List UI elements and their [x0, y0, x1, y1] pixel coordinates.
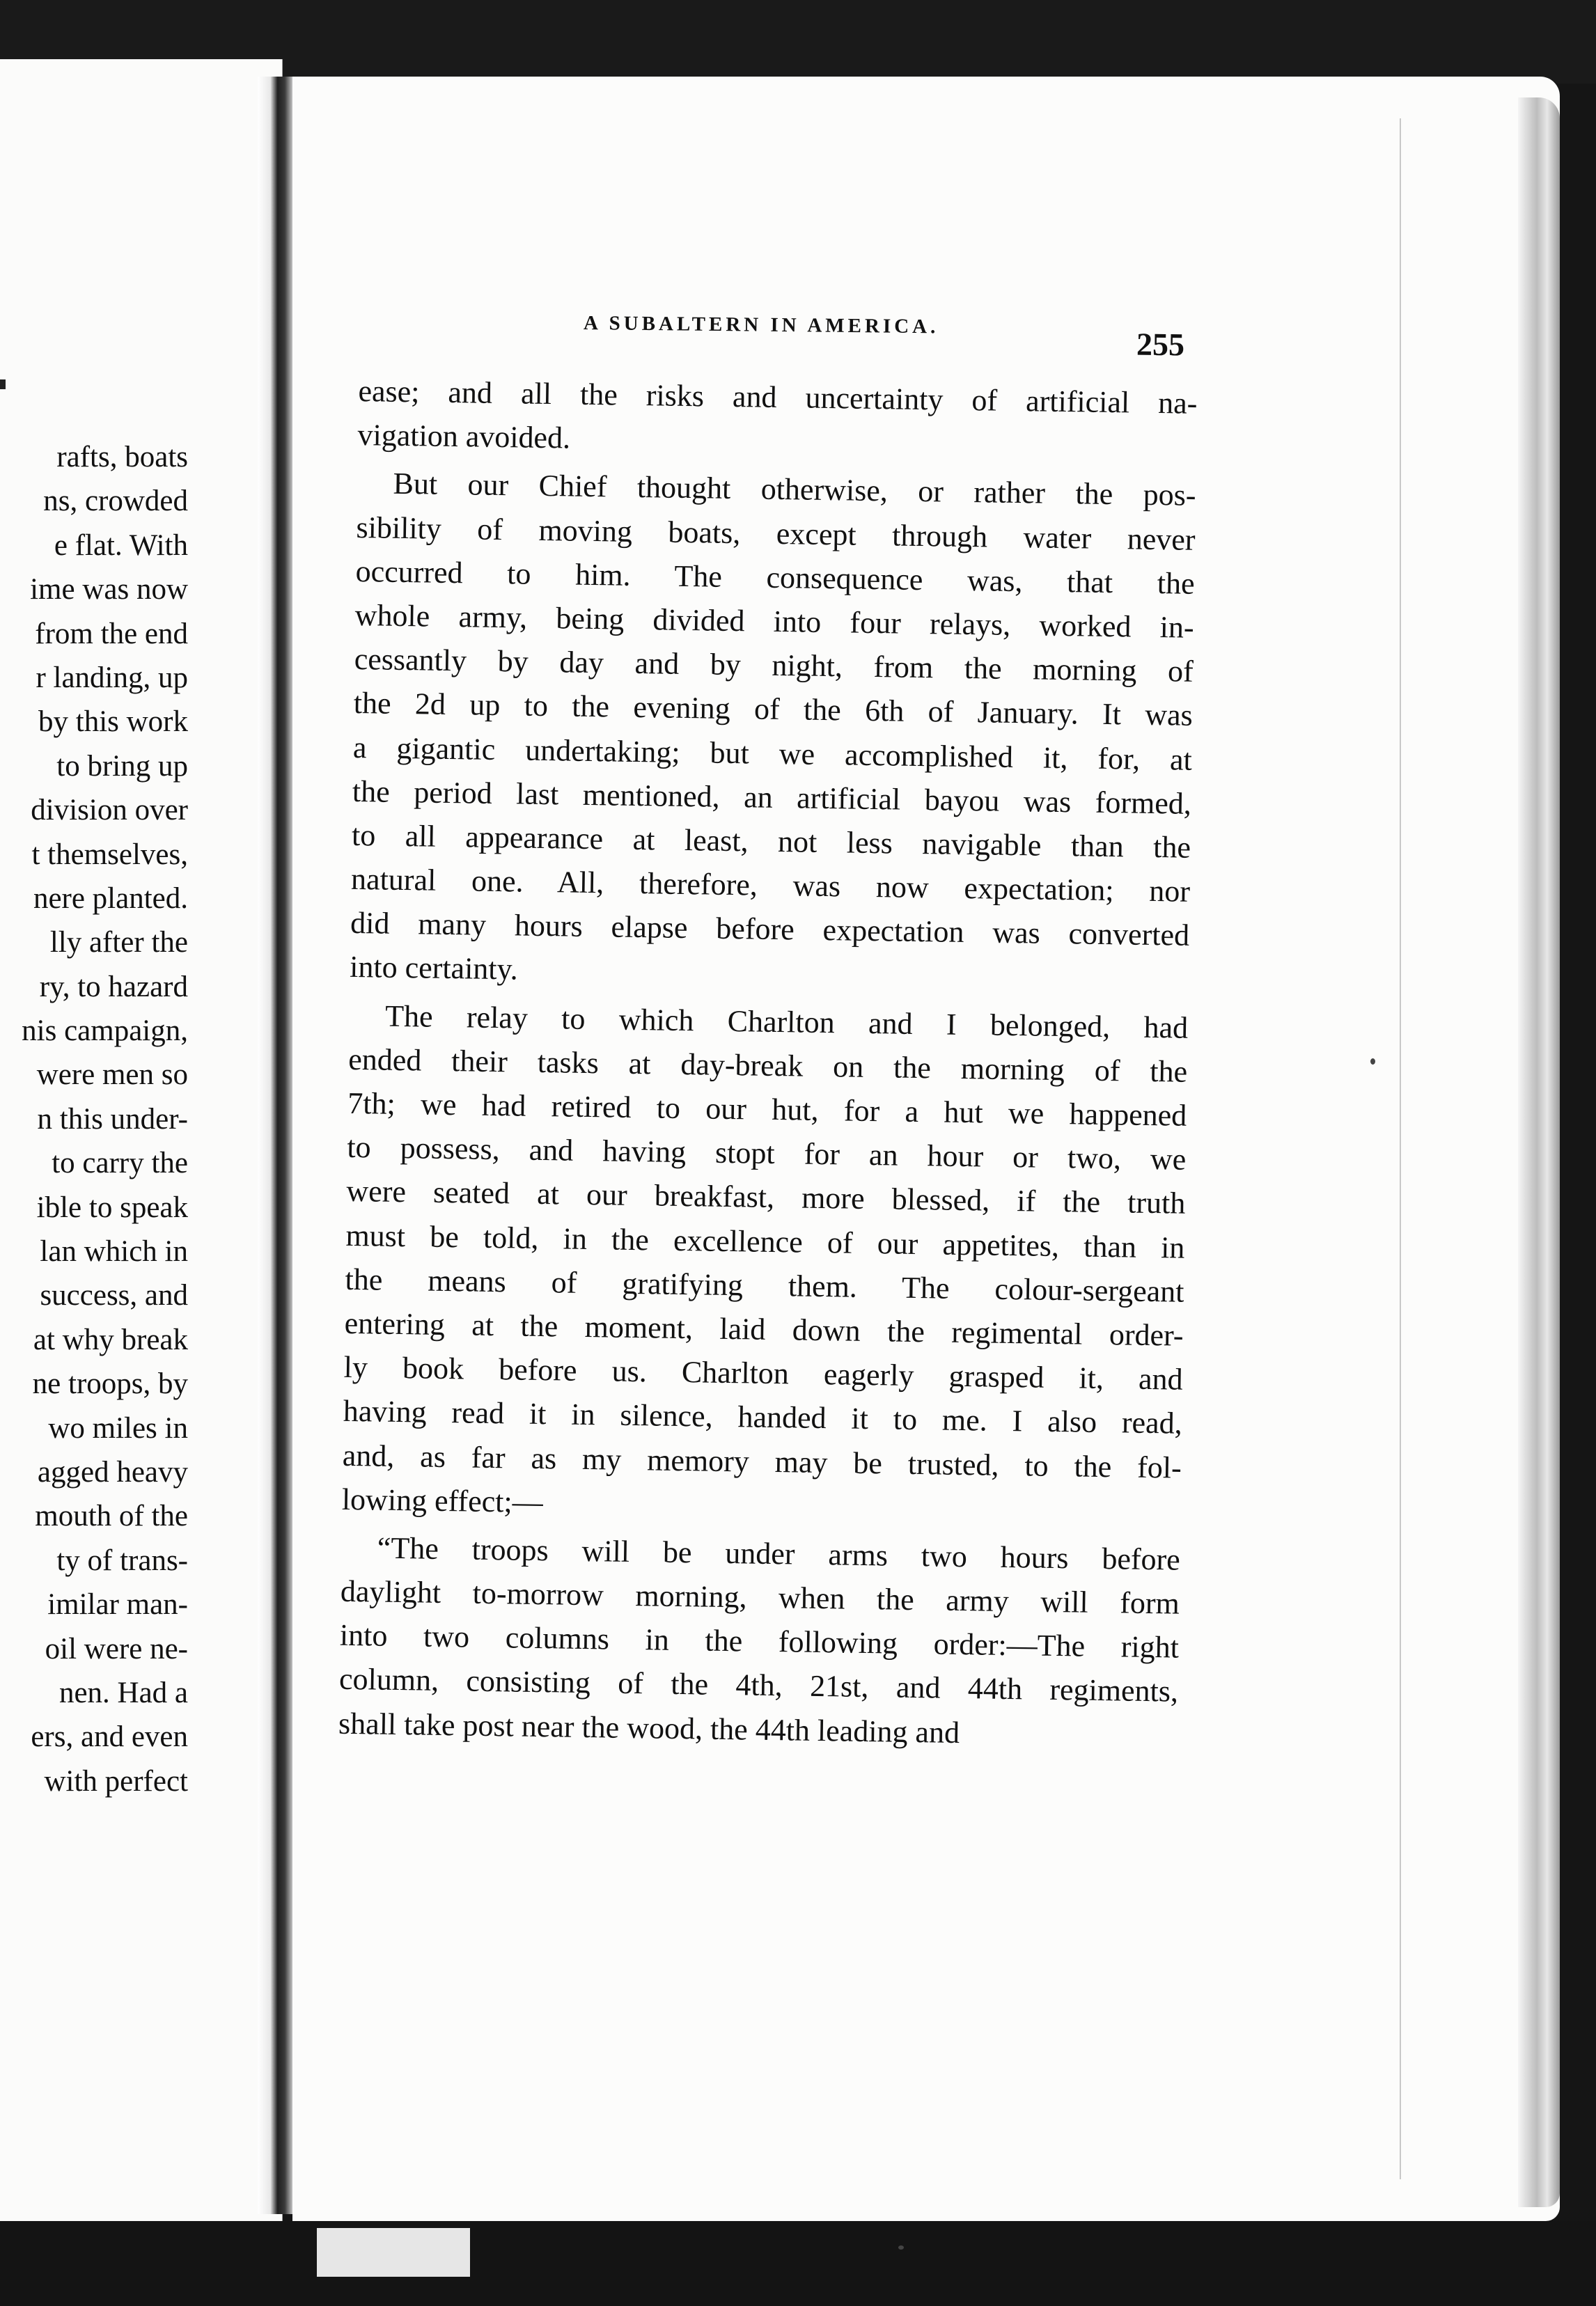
text-line: ease; and all the risks and uncertainty of artificial na- — [358, 373, 1198, 421]
text-line: and, as far as my memory may be trusted, to the fol- — [342, 1438, 1182, 1485]
text-line: ended their tasks at day-break on the morning of the — [347, 1042, 1188, 1089]
facing-page-line: ime was now — [30, 573, 188, 606]
facing-page-line: to bring up — [56, 749, 188, 783]
facing-page-line: r landing, up — [36, 661, 188, 694]
facing-page-line: ns, crowded — [43, 485, 188, 518]
text-line: ly book before us. Charlton eagerly grasped it, and — [343, 1349, 1183, 1397]
facing-page-line: nen. Had a — [58, 1676, 188, 1709]
facing-page-line: division over — [31, 794, 188, 827]
facing-page-line: lan which in — [40, 1235, 188, 1269]
facing-page-line: nere planted. — [33, 881, 188, 915]
text-line: a gigantic undertaking; but we accomplished it, for, at — [352, 730, 1193, 777]
facing-page-line: at why break — [33, 1323, 188, 1356]
paragraph — [350, 461, 1196, 1001]
facing-page-line: nis campaign, — [22, 1014, 188, 1048]
facing-page-line: rafts, boats — [56, 441, 188, 473]
facing-page-line: from the end — [35, 617, 188, 650]
facing-page-line: ry, to hazard — [39, 970, 188, 1003]
facing-page-line: ne troops, by — [32, 1367, 188, 1401]
scanner-background-bottom — [0, 2221, 1596, 2306]
text-line: having read it in silence, handed it to me. I also read, — [343, 1394, 1183, 1441]
facing-page-line: with perfect — [44, 1764, 188, 1798]
paragraph — [341, 994, 1188, 1534]
text-line: to all appearance at least, not less navigable than the — [351, 817, 1191, 865]
facing-page-line: ible to speak — [36, 1191, 188, 1224]
text-line: did many hours elapse before expectation was converted — [350, 906, 1190, 953]
page-body-text — [338, 369, 1198, 1757]
text-line: the period last mentioned, an artificial bayou was formed, — [352, 774, 1192, 821]
book-gutter — [258, 77, 294, 2214]
text-line: must be told, in the excellence of our appetites, than in — [345, 1218, 1185, 1265]
facing-page-line: lly after the — [49, 926, 188, 959]
page-mark — [0, 379, 6, 389]
facing-page-line: were men so — [36, 1058, 188, 1092]
facing-page-line: n this under- — [37, 1102, 188, 1136]
facing-page-line: success, and — [40, 1279, 188, 1312]
text-line: sibility of moving boats, except through water never — [356, 510, 1196, 557]
text-line: into two columns in the following order:—The right — [339, 1618, 1180, 1665]
page-number: 255 — [1136, 326, 1185, 363]
text-line: shall take post near the wood, the 44th leading and — [338, 1706, 960, 1750]
text-line: entering at the moment, laid down the regimental order- — [344, 1305, 1184, 1353]
text-line: natural one. All, therefore, was now expectation; nor — [350, 861, 1191, 909]
text-line: to possess, and having stopt for an hour or two, we — [347, 1130, 1187, 1177]
facing-page — [0, 59, 283, 2228]
facing-page-line: imilar man- — [47, 1588, 188, 1622]
text-line: daylight to-morrow morning, when the army will form — [340, 1574, 1180, 1621]
text-line: “The troops will be under arms two hours before — [377, 1530, 1181, 1577]
running-head: A SUBALTERN IN AMERICA. — [583, 312, 939, 338]
text-line: occurred to him. The consequence was, that the — [355, 554, 1195, 601]
facing-page-line: to carry the — [52, 1147, 188, 1180]
text-line: into certainty. — [349, 950, 519, 987]
text-line: cessantly by day and by night, from the morning of — [354, 642, 1194, 689]
text-line: whole army, being divided into four relays, worked in- — [354, 597, 1194, 645]
text-line: 7th; we had retired to our hut, for a hut we happened — [347, 1085, 1187, 1133]
text-line: column, consisting of the 4th, 21st, and 44th regiments, — [338, 1662, 1179, 1709]
facing-page-line: mouth of the — [35, 1500, 188, 1533]
facing-page-line: ers, and even — [31, 1720, 188, 1754]
text-line: lowing effect;— — [341, 1482, 544, 1519]
text-line: the 2d up to the evening of the 6th of January. It was — [353, 686, 1194, 733]
facing-page-line: t themselves, — [31, 838, 188, 871]
facing-page-line: ty of trans- — [56, 1544, 188, 1577]
ink-speck — [898, 2245, 904, 2250]
facing-page-line: agged heavy — [37, 1455, 188, 1489]
text-line: the means of gratifying them. The colour-sergeant — [345, 1262, 1184, 1309]
facing-page-line: wo miles in — [48, 1411, 188, 1445]
facing-page-line: by this work — [38, 705, 188, 739]
ink-speck — [1370, 1058, 1375, 1065]
scanner-strip — [317, 2228, 470, 2277]
text-line: were seated at our breakfast, more blessed, if the truth — [346, 1174, 1186, 1221]
page-edge — [1518, 97, 1560, 2207]
page-fold-line — [1400, 118, 1401, 2179]
paragraph — [338, 1525, 1181, 1758]
facing-page-text — [0, 435, 188, 1803]
text-line: But our Chief thought otherwise, or rather the pos- — [393, 466, 1196, 513]
text-line: vigation avoided. — [357, 418, 571, 455]
facing-page-line: oil were ne- — [45, 1632, 188, 1665]
text-line: The relay to which Charlton and I belonged, had — [384, 998, 1189, 1045]
facing-page-line: e flat. With — [54, 528, 188, 562]
paragraph — [357, 369, 1198, 469]
